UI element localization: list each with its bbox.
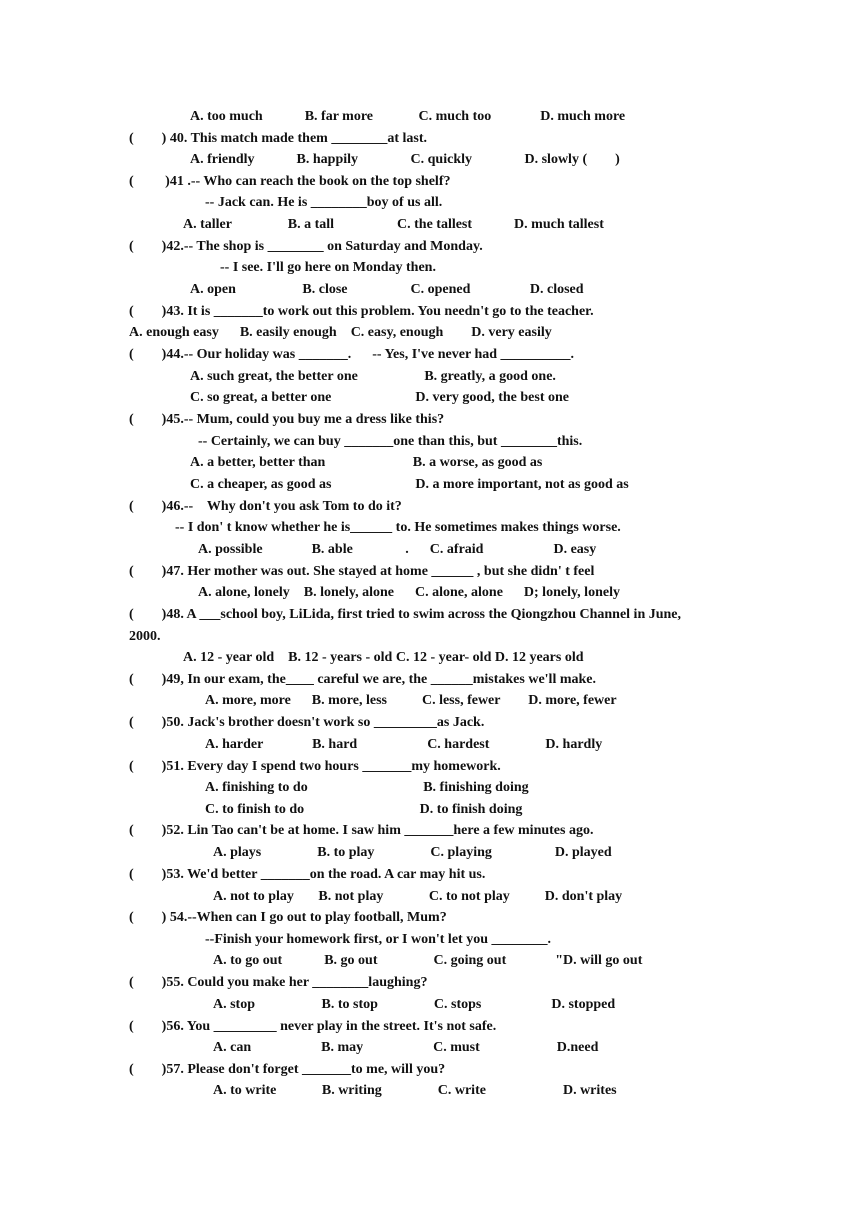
q54-stem: ( ) 54.--When can I go out to play football, Mum? bbox=[129, 910, 447, 925]
q56-options: A. can B. may C. must D.need bbox=[213, 1040, 599, 1055]
q46-stem: ( )46.-- Why don't you ask Tom to do it? bbox=[129, 499, 402, 514]
q48-stem-cont: 2000. bbox=[129, 629, 161, 644]
q42-stem-reply: -- I see. I'll go here on Monday then. bbox=[220, 260, 436, 275]
q44-options-ab: A. such great, the better one B. greatly, a good one. bbox=[190, 369, 556, 384]
q48-options: A. 12 - year old B. 12 - years - old C. 12 - year- old D. 12 years old bbox=[183, 650, 584, 665]
q49-stem: ( )49, In our exam, the____ careful we are, the ______mistakes we'll make. bbox=[129, 672, 596, 687]
q47-stem: ( )47. Her mother was out. She stayed at home ______ , but she didn' t feel bbox=[129, 564, 595, 579]
q43-stem: ( )43. It is _______to work out this problem. You needn't go to the teacher. bbox=[129, 304, 594, 319]
q55-options: A. stop B. to stop C. stops D. stopped bbox=[213, 997, 616, 1012]
q46-options: A. possible B. able . C. afraid D. easy bbox=[198, 542, 597, 557]
q42-options: A. open B. close C. opened D. closed bbox=[190, 282, 584, 297]
q51-stem: ( )51. Every day I spend two hours _______my homework. bbox=[129, 759, 501, 774]
q41-stem-reply: -- Jack can. He is ________boy of us all. bbox=[205, 195, 443, 210]
q41-stem: ( )41 .-- Who can reach the book on the top shelf? bbox=[129, 174, 451, 189]
q53-stem: ( )53. We'd better _______on the road. A car may hit us. bbox=[129, 867, 486, 882]
q52-options: A. plays B. to play C. playing D. played bbox=[213, 845, 612, 860]
q43-options: A. enough easy B. easily enough C. easy, enough D. very easily bbox=[129, 325, 552, 340]
q54-options: A. to go out B. go out C. going out "D. will go out bbox=[213, 953, 643, 968]
q45-stem: ( )45.-- Mum, could you buy me a dress like this? bbox=[129, 412, 445, 427]
q47-options: A. alone, lonely B. lonely, alone C. alone, alone D; lonely, lonely bbox=[198, 585, 620, 600]
q54-stem-reply: --Finish your homework first, or I won't let you ________. bbox=[205, 932, 551, 947]
q46-stem-reply: -- I don' t know whether he is______ to. He sometimes makes things worse. bbox=[175, 520, 621, 535]
q45-options-ab: A. a better, better than B. a worse, as good as bbox=[190, 455, 543, 470]
q39-options: A. too much B. far more C. much too D. much more bbox=[190, 109, 626, 124]
q52-stem: ( )52. Lin Tao can't be at home. I saw him _______here a few minutes ago. bbox=[129, 823, 594, 838]
q44-options-cd: C. so great, a better one D. very good, the best one bbox=[190, 390, 569, 405]
q57-stem: ( )57. Please don't forget _______to me, will you? bbox=[129, 1062, 446, 1077]
q51-options-cd: C. to finish to do D. to finish doing bbox=[205, 802, 523, 817]
q50-options: A. harder B. hard C. hardest D. hardly bbox=[205, 737, 603, 752]
q42-stem: ( )42.-- The shop is ________ on Saturday and Monday. bbox=[129, 239, 483, 254]
q51-options-ab: A. finishing to do B. finishing doing bbox=[205, 780, 529, 795]
q56-stem: ( )56. You _________ never play in the street. It's not safe. bbox=[129, 1019, 497, 1034]
q49-options: A. more, more B. more, less C. less, fewer D. more, fewer bbox=[205, 693, 617, 708]
q45-stem-reply: -- Certainly, we can buy _______one than this, but ________this. bbox=[198, 434, 583, 449]
q41-options: A. taller B. a tall C. the tallest D. much tallest bbox=[183, 217, 604, 232]
q48-stem: ( )48. A ___school boy, LiLida, first tried to swim across the Qiongzhou Channel in June, bbox=[129, 607, 682, 622]
q45-options-cd: C. a cheaper, as good as D. a more important, not as good as bbox=[190, 477, 629, 492]
q57-options: A. to write B. writing C. write D. writes bbox=[213, 1083, 617, 1098]
q50-stem: ( )50. Jack's brother doesn't work so _________as Jack. bbox=[129, 715, 485, 730]
q55-stem: ( )55. Could you make her ________laughing? bbox=[129, 975, 428, 990]
q44-stem: ( )44.-- Our holiday was _______. -- Yes, I've never had __________. bbox=[129, 347, 575, 362]
q40-options: A. friendly B. happily C. quickly D. slowly ( ) bbox=[190, 152, 620, 167]
q40-stem: ( ) 40. This match made them ________at last. bbox=[129, 131, 428, 146]
q53-options: A. not to play B. not play C. to not play D. don't play bbox=[213, 889, 623, 904]
